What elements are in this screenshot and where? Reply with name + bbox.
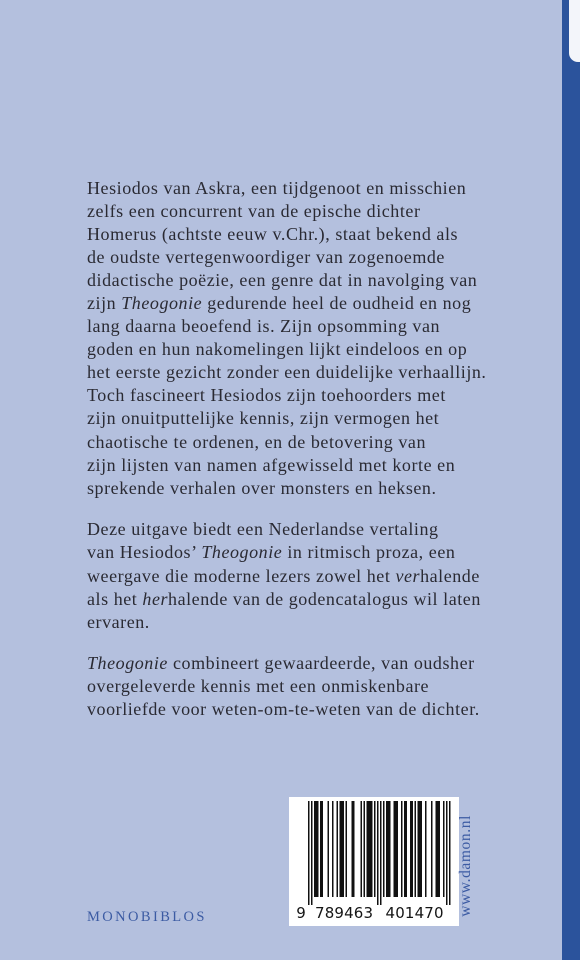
blurb-line: het eerste gezicht zonder een duidelijke verhaallijn. xyxy=(87,362,487,383)
barcode-digits-left: 789463 xyxy=(315,904,373,922)
barcode-bar xyxy=(436,801,441,897)
blurb-text-segment: weergave die moderne lezers zowel het xyxy=(87,565,396,586)
barcode-bar xyxy=(314,801,319,897)
barcode-bar xyxy=(383,801,385,897)
barcode-bar xyxy=(346,801,348,897)
blurb-paragraph-1 xyxy=(87,177,547,500)
blurb-line: ervaren. xyxy=(87,611,150,632)
barcode-digits-right: 401470 xyxy=(385,904,444,922)
corner-tab xyxy=(569,0,580,62)
blurb-line: Toch fascineert Hesiodos zijn toehoorders met xyxy=(87,385,446,406)
blurb-line: zelfs een concurrent van de epische dichter xyxy=(87,200,421,221)
series-name: MONOBIBLOS xyxy=(87,909,207,925)
blurb-line: overgeleverde kennis met een onmiskenbare xyxy=(87,676,430,697)
barcode-bar xyxy=(431,801,433,897)
barcode-bar xyxy=(394,801,399,897)
blurb-line: zijn lijsten van namen afgewisseld met korte en xyxy=(87,454,456,475)
barcode-bar xyxy=(328,801,330,897)
blurb-text-segment: van Hesiodos’ xyxy=(87,542,202,563)
emphasis-italic: ver xyxy=(395,565,421,586)
isbn-barcode xyxy=(289,797,459,926)
barcode-guard-bar xyxy=(311,801,313,905)
blurb-text-segment: halende xyxy=(420,565,480,586)
barcode-bar xyxy=(361,801,363,897)
barcode-bar xyxy=(367,801,373,897)
barcode-bar xyxy=(404,801,407,897)
barcode-guard-bar xyxy=(449,801,451,905)
blurb-line xyxy=(87,588,547,611)
blurb-line xyxy=(87,652,547,675)
blurb-text xyxy=(87,177,547,741)
barcode-bar xyxy=(320,801,323,897)
barcode-digit-lead: 9 xyxy=(296,904,306,922)
blurb-text-segment: gedurende heel de oudheid en nog xyxy=(202,292,472,313)
barcode-bar xyxy=(418,801,423,897)
barcode-bar xyxy=(374,801,376,897)
blurb-line: lang daarna beoefend is. Zijn opsomming van xyxy=(87,316,441,337)
barcode-guard-bar xyxy=(308,801,310,905)
blurb-line xyxy=(87,292,547,315)
blurb-line: zijn onuitputtelijke kennis, zijn vermogen het xyxy=(87,408,440,429)
barcode-bar xyxy=(340,801,345,897)
barcode-guard-bar xyxy=(380,801,382,905)
blurb-line: didactische poëzie, een genre dat in navolging van xyxy=(87,269,478,290)
blurb-line: chaotische te ordenen, en de betovering van xyxy=(87,431,427,452)
blurb-line: sprekende verhalen over monsters en heksen. xyxy=(87,477,437,498)
barcode-bar xyxy=(401,801,403,897)
blurb-line: Deze uitgave biedt een Nederlandse vertaling xyxy=(87,519,439,540)
barcode-bar xyxy=(364,801,366,897)
blurb-paragraph-3 xyxy=(87,652,547,721)
emphasis-italic: her xyxy=(142,588,169,609)
book-title-italic: Theogonie xyxy=(201,542,283,563)
blurb-line xyxy=(87,565,547,588)
blurb-text-segment: combineert gewaardeerde, van oudsher xyxy=(167,653,475,674)
barcode-bar xyxy=(415,801,417,897)
blurb-line xyxy=(87,541,547,564)
barcode-bar xyxy=(352,801,355,897)
barcode-guard-bar xyxy=(446,801,448,905)
spine-edge-stripe xyxy=(562,0,580,960)
blurb-line: Homerus (achtste eeuw v.Chr.), staat bekend als xyxy=(87,223,459,244)
book-title-italic: Theogonie xyxy=(121,292,203,313)
blurb-text-segment: halende van de godencatalogus wil laten xyxy=(168,588,481,609)
blurb-line: goden en hun nakomelingen lijkt eindeloos en op xyxy=(87,339,468,360)
barcode-bar xyxy=(337,801,339,897)
barcode-bar xyxy=(332,801,334,897)
blurb-paragraph-2 xyxy=(87,518,547,633)
blurb-line: Hesiodos van Askra, een tijdgenoot en misschien xyxy=(87,177,467,198)
blurb-line: de oudste vertegenwoordiger van zogenoemde xyxy=(87,246,445,267)
barcode-guard-bar xyxy=(377,801,379,905)
publisher-website: www.damon.nl xyxy=(457,815,474,917)
blurb-text-segment: in ritmisch proza, een xyxy=(282,542,456,563)
barcode-bar xyxy=(410,801,413,897)
book-title-italic: Theogonie xyxy=(87,653,168,674)
barcode-bar xyxy=(386,801,391,897)
blurb-text-segment: als het xyxy=(87,588,143,609)
barcode-bar xyxy=(443,801,445,897)
blurb-line: voorliefde voor weten-om-te-weten van de dichter. xyxy=(87,699,480,720)
blurb-text-segment: zijn xyxy=(87,292,122,313)
barcode-bar xyxy=(425,801,427,897)
